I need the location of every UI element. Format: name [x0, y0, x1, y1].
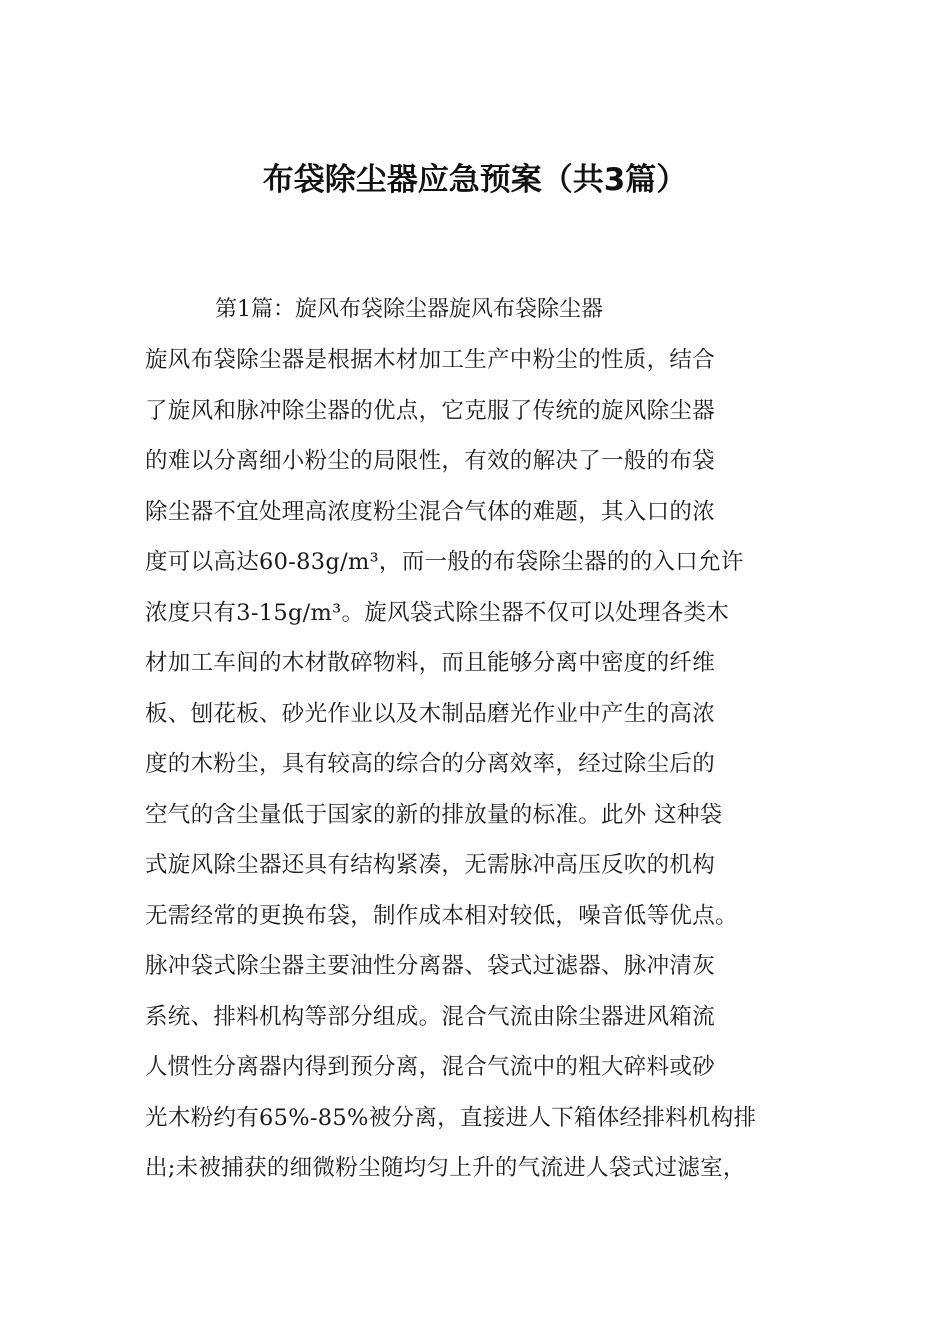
body-line: 板、刨花板、砂光作业以及木制品磨光作业中产生的高浓: [145, 700, 716, 727]
body-line: 了旋风和脉冲除尘器的优点，它克服了传统的旋风除尘器: [145, 397, 716, 424]
body-line: 材加工车间的木材散碎物料，而且能够分离中密度的纤维: [145, 650, 716, 676]
body-text: [145, 335, 825, 1194]
body-line: 旋风布袋除尘器是根据木材加工生产中粉尘的性质，结合: [145, 347, 716, 373]
body-line: 系统、排料机构等部分组成。混合气流由除尘器进风箱流: [145, 1003, 716, 1030]
document-title: 布袋除尘器应急预案（共3篇）: [262, 162, 688, 198]
body-line: 浓度只有3-15g/m³。旋风袋式除尘器不仅可以处理各类木: [145, 599, 730, 626]
section-heading: 第1篇：旋风布袋除尘器旋风布袋除尘器: [215, 297, 603, 322]
body-line: 空气的含尘量低于国家的新的排放量的标准。此外 这种袋: [145, 801, 723, 828]
body-line: 的难以分离细小粉尘的局限性，有效的解决了一般的布袋: [145, 448, 716, 474]
body-line: 光木粉约有65%-85%被分离，直接进人下箱体经排料机构排: [145, 1104, 757, 1131]
body-line: 人惯性分离器内得到预分离，混合气流中的粗大碎料或砂: [145, 1054, 716, 1080]
body-line: 脉冲袋式除尘器主要油性分离器、袋式过滤器、脉冲清灰: [145, 953, 716, 979]
body-line: 无需经常的更换布袋，制作成本相对较低，噪音低等优点。: [145, 902, 738, 929]
body-line: 除尘器不宜处理高浓度粉尘混合气体的难题，其入口的浓: [145, 498, 716, 525]
body-line: 式旋风除尘器还具有结构紧凑，无需脉冲高压反吹的机构: [145, 852, 716, 878]
body-line: 度可以高达60-83g/m³，而一般的布袋除尘器的的入口允许: [145, 549, 744, 575]
body-line: 出;未被捕获的细微粉尘随均匀上升的气流进人袋式过滤室，: [145, 1155, 746, 1181]
body-line: 度的木粉尘，具有较高的综合的分离效率，经过除尘后的: [145, 751, 716, 777]
